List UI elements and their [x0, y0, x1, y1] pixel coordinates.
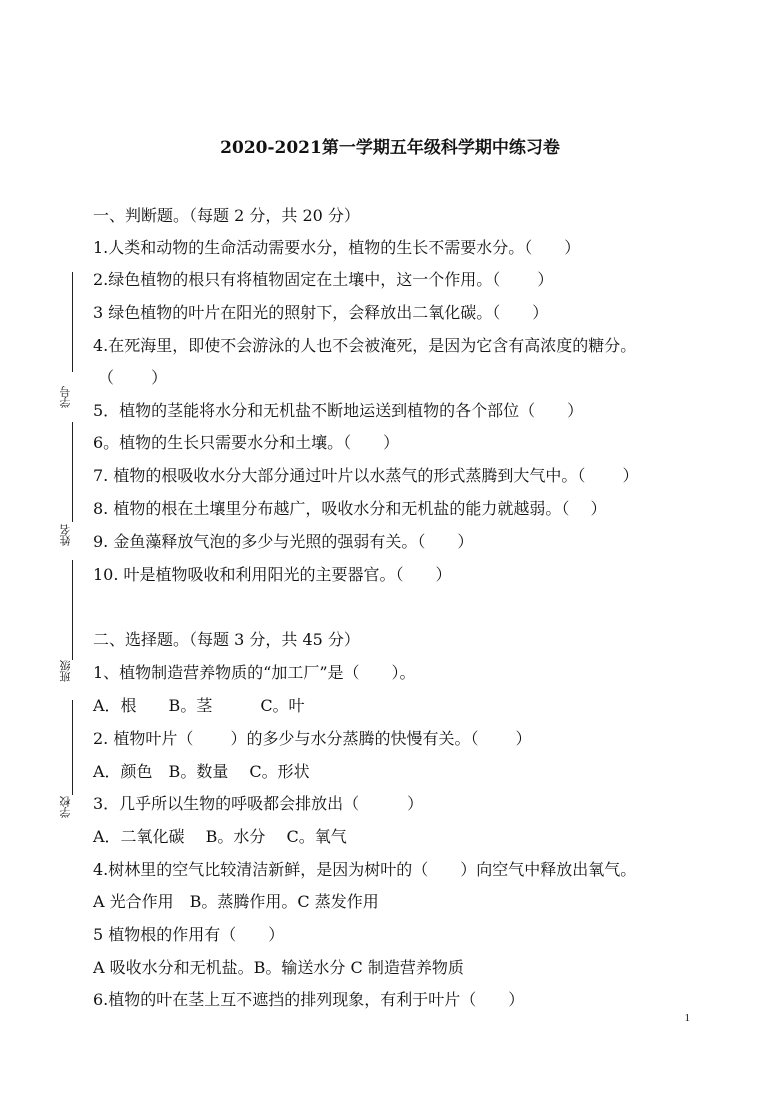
margin-label-name: 姓名 [59, 524, 72, 546]
question-line: 5．植物的茎能将水分和无机盐不断地运送到植物的各个部位（ ） [93, 401, 584, 420]
question-line: 8. 植物的根在土壤里分布越广，吸收水分和无机盐的能力就越弱。（ ） [93, 499, 607, 518]
section-heading-choice: 二、选择题。（每题 3 分，共 45 分） [93, 630, 360, 649]
question-line: 7. 植物的根吸收水分大部分通过叶片以水蒸气的形式蒸腾到大气中。（ ） [93, 466, 639, 485]
question-line: 6.植物的叶在茎上互不遮挡的排列现象，有利于叶片（ ） [93, 990, 525, 1009]
margin-rule-1 [72, 272, 73, 372]
question-line: （ ） [98, 368, 168, 387]
question-line: 1.人类和动物的生命活动需要水分，植物的生长不需要水分。（ ） [93, 238, 581, 257]
section-heading-judgment: 一、判断题。（每题 2 分，共 20 分） [93, 206, 360, 225]
question-line: 4.树林里的空气比较清洁新鲜，是因为树叶的（ ）向空气中释放出氧气。 [93, 860, 637, 879]
options-line: A．颜色 B。数量 C。形状 [93, 762, 310, 781]
question-line: 1、植物制造营养物质的“加工厂”是（ ）。 [93, 663, 416, 682]
question-line: 4.在死海里，即使不会游泳的人也不会被淹死，是因为它含有高浓度的糖分。 [93, 336, 637, 355]
question-line: 9. 金鱼藻释放气泡的多少与光照的强弱有关。（ ） [93, 532, 474, 551]
exam-title: 2020-2021第一学期五年级科学期中练习卷 [220, 138, 560, 158]
margin-label-class: 班级 [59, 660, 72, 682]
options-line: A 吸收水分和无机盐。B。输送水分 C 制造营养物质 [93, 958, 464, 977]
page-number: 1 [684, 1012, 690, 1024]
question-line: 5 植物根的作用有（ ） [93, 925, 285, 944]
options-line: A．根 B。茎 C。叶 [93, 696, 305, 715]
margin-rule-4 [72, 700, 73, 795]
options-line: A．二氧化碳 B。水分 C。氧气 [93, 827, 347, 846]
margin-rule-2 [72, 422, 73, 522]
question-line: 10. 叶是植物吸收和利用阳光的主要器官。（ ） [93, 565, 452, 584]
question-line: 3 绿色植物的叶片在阳光的照射下，会释放出二氧化碳。（ ） [93, 303, 549, 322]
margin-label-student-id: 学号 [59, 386, 72, 408]
question-line: 6。植物的生长只需要水分和土壤。（ ） [93, 433, 400, 452]
margin-label-school: 学校 [59, 796, 72, 818]
question-line: 2. 植物叶片（ ）的多少与水分蒸腾的快慢有关。（ ） [93, 729, 532, 748]
options-line: A 光合作用 B。蒸腾作用。C 蒸发作用 [93, 892, 379, 911]
question-line: 2.绿色植物的根只有将植物固定在土壤中，这一个作用。（ ） [93, 270, 554, 289]
margin-rule-3 [72, 560, 73, 660]
question-line: 3．几乎所以生物的呼吸都会排放出（ ） [93, 794, 424, 813]
